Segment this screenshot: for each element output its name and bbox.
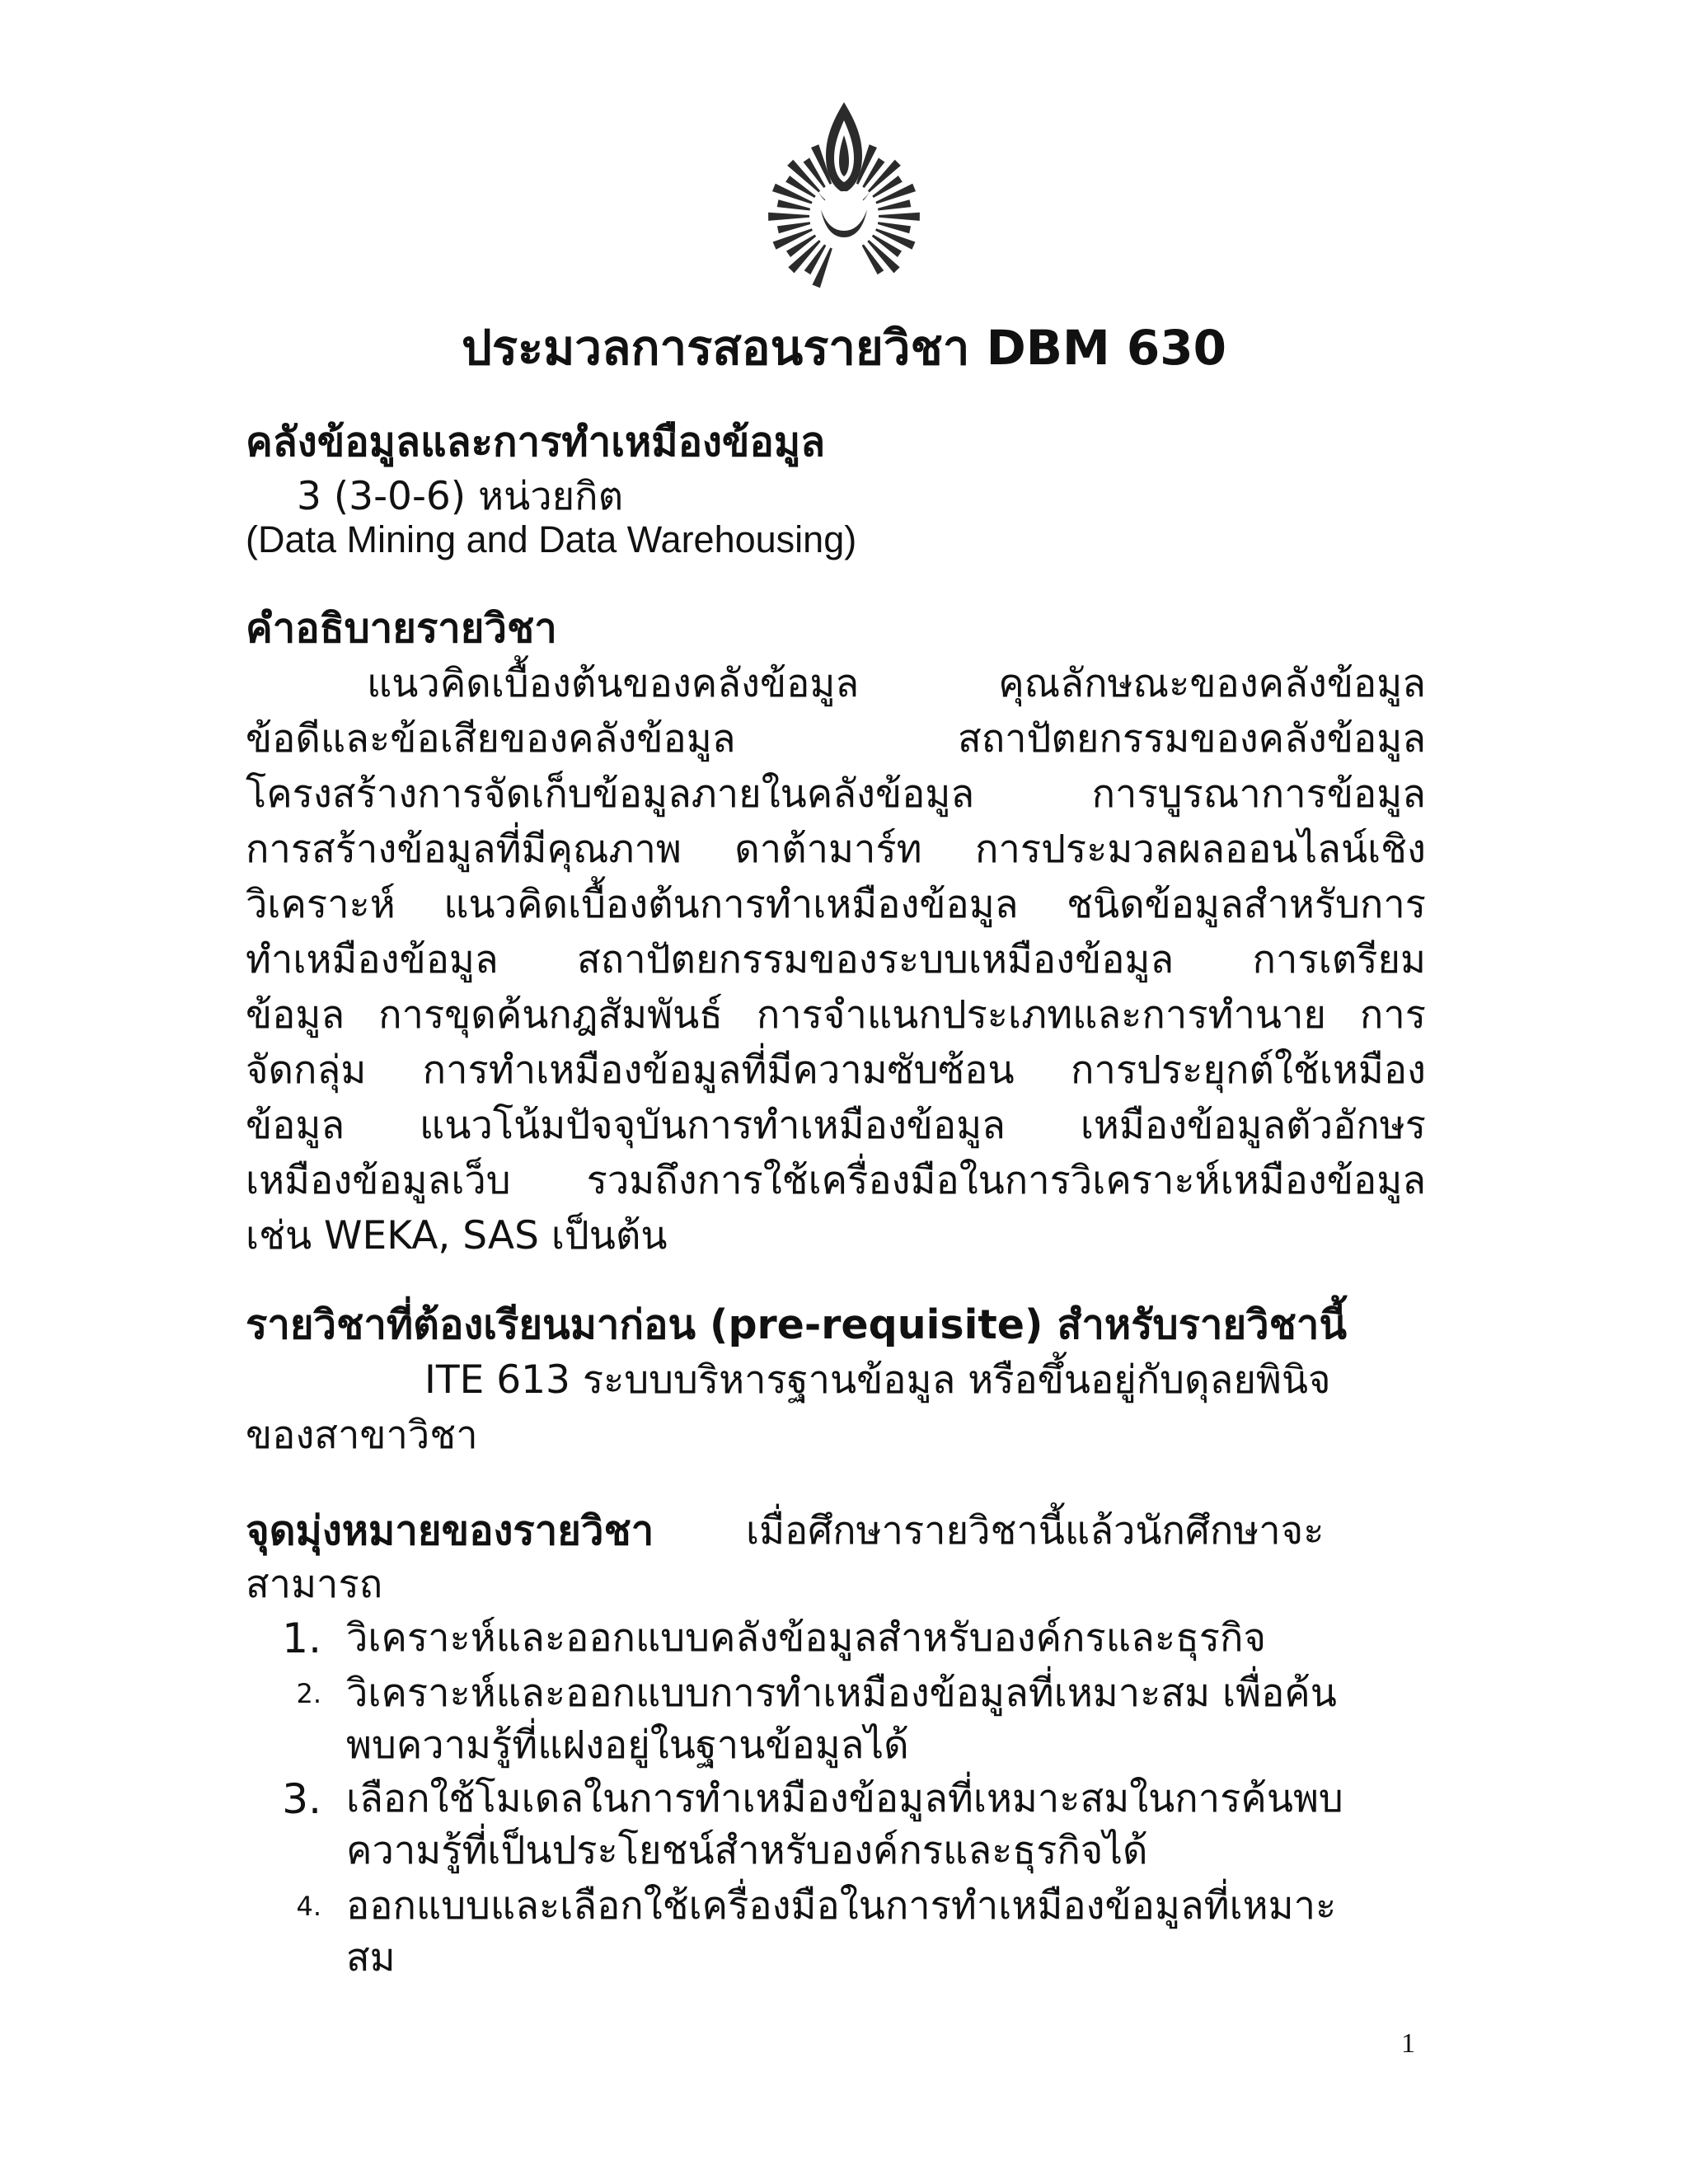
emblem-ray xyxy=(768,213,809,221)
description-line: เหมืองข้อมูลเว็บ รวมถึงการใช้เครื่องมือในการวิเคราะห์เหมืองข้อมูล xyxy=(246,1158,1426,1203)
description-line: ทำเหมืองข้อมูล สถาปัตยกรรมของระบบเหมืองข้อมูล การเตรียม xyxy=(246,937,1426,982)
document-title: ประมวลการสอนรายวิชา DBM 630 xyxy=(462,320,1226,376)
course-name-english: (Data Mining and Data Warehousing) xyxy=(246,518,857,560)
prerequisite-line: ITE 613 ระบบบริหารฐานข้อมูล หรือขึ้นอยู่กับดุลยพินิจ xyxy=(424,1357,1331,1403)
description-heading: คำอธิบายรายวิชา xyxy=(246,605,557,652)
prerequisite-heading: รายวิชาที่ต้องเรียนมาก่อน (pre-requisite) สำหรับรายวิชานี้ xyxy=(246,1301,1347,1348)
prerequisite-line: ของสาขาวิชา xyxy=(246,1413,478,1458)
emblem-ray xyxy=(862,244,884,274)
description-line: วิเคราะห์ แนวคิดเบื้องต้นการทำเหมืองข้อมูล ชนิดข้อมูลสำหรับการ xyxy=(246,882,1426,927)
description-line: ข้อมูล แนวโน้มปัจจุบันการทำเหมืองข้อมูล เหมืองข้อมูลตัวอักษร xyxy=(246,1103,1426,1148)
objective-text: วิเคราะห์และออกแบบการทำเหมืองข้อมูลที่เหมาะสม เพื่อค้น xyxy=(346,1671,1337,1716)
objective-number: 4. xyxy=(296,1891,321,1922)
objective-text: พบความรู้ที่แฝงอยู่ในฐานข้อมูลได้ xyxy=(346,1722,909,1768)
objectives-intro: สามารถ xyxy=(246,1562,383,1607)
description-line: จัดกลุ่ม การทำเหมืองข้อมูลที่มีความซับซ้อน การประยุกต์ใช้เหมือง xyxy=(246,1047,1426,1093)
objective-text: เลือกใช้โมเดลในการทำเหมืองข้อมูลที่เหมาะสมในการค้นพบ xyxy=(346,1776,1343,1821)
description-line: โครงสร้างการจัดเก็บข้อมูลภายในคลังข้อมูล การบูรณาการข้อมูล xyxy=(246,771,1426,817)
objective-text: วิเคราะห์และออกแบบคลังข้อมูลสำหรับองค์กรและธุรกิจ xyxy=(346,1615,1267,1661)
description-line: ข้อดีและข้อเสียของคลังข้อมูล สถาปัตยกรรมของคลังข้อมูล xyxy=(246,716,1426,762)
course-name-thai: คลังข้อมูลและการทำเหมืองข้อมูล xyxy=(246,419,826,466)
description-line: ข้อมูล การขุดค้นกฎสัมพันธ์ การจำแนกประเภทและการทำนาย การ xyxy=(246,992,1426,1038)
objectives-heading: จุดมุ่งหมายของรายวิชา xyxy=(246,1507,654,1554)
page-number: 1 xyxy=(1401,2028,1415,2059)
objective-number: 3. xyxy=(282,1775,321,1823)
emblem-ray xyxy=(879,213,920,221)
objective-number: 2. xyxy=(296,1678,321,1709)
objectives-intro: เมื่อศึกษารายวิชานี้แล้วนักศึกษาจะ xyxy=(746,1508,1325,1554)
description-line: แนวคิดเบื้องต้นของคลังข้อมูล คุณลักษณะของคลังข้อมูล xyxy=(367,661,1426,706)
objective-text: สม xyxy=(346,1935,396,1980)
course-credits: 3 (3-0-6) หน่วยกิต xyxy=(297,474,624,519)
objective-number: 1. xyxy=(282,1615,321,1662)
objective-text: ออกแบบและเลือกใช้เครื่องมือในการทำเหมืองข้อมูลที่เหมาะ xyxy=(346,1883,1337,1929)
description-line: การสร้างข้อมูลที่มีคุณภาพ ดาต้ามาร์ท การประมวลผลออนไลน์เชิง xyxy=(246,827,1426,872)
emblem-ray xyxy=(812,248,832,288)
university-emblem-icon xyxy=(738,86,950,297)
description-line: เช่น WEKA, SAS เป็นต้น xyxy=(246,1213,668,1258)
objective-text: ความรู้ที่เป็นประโยชน์สำหรับองค์กรและธุรกิจได้ xyxy=(346,1828,1148,1873)
